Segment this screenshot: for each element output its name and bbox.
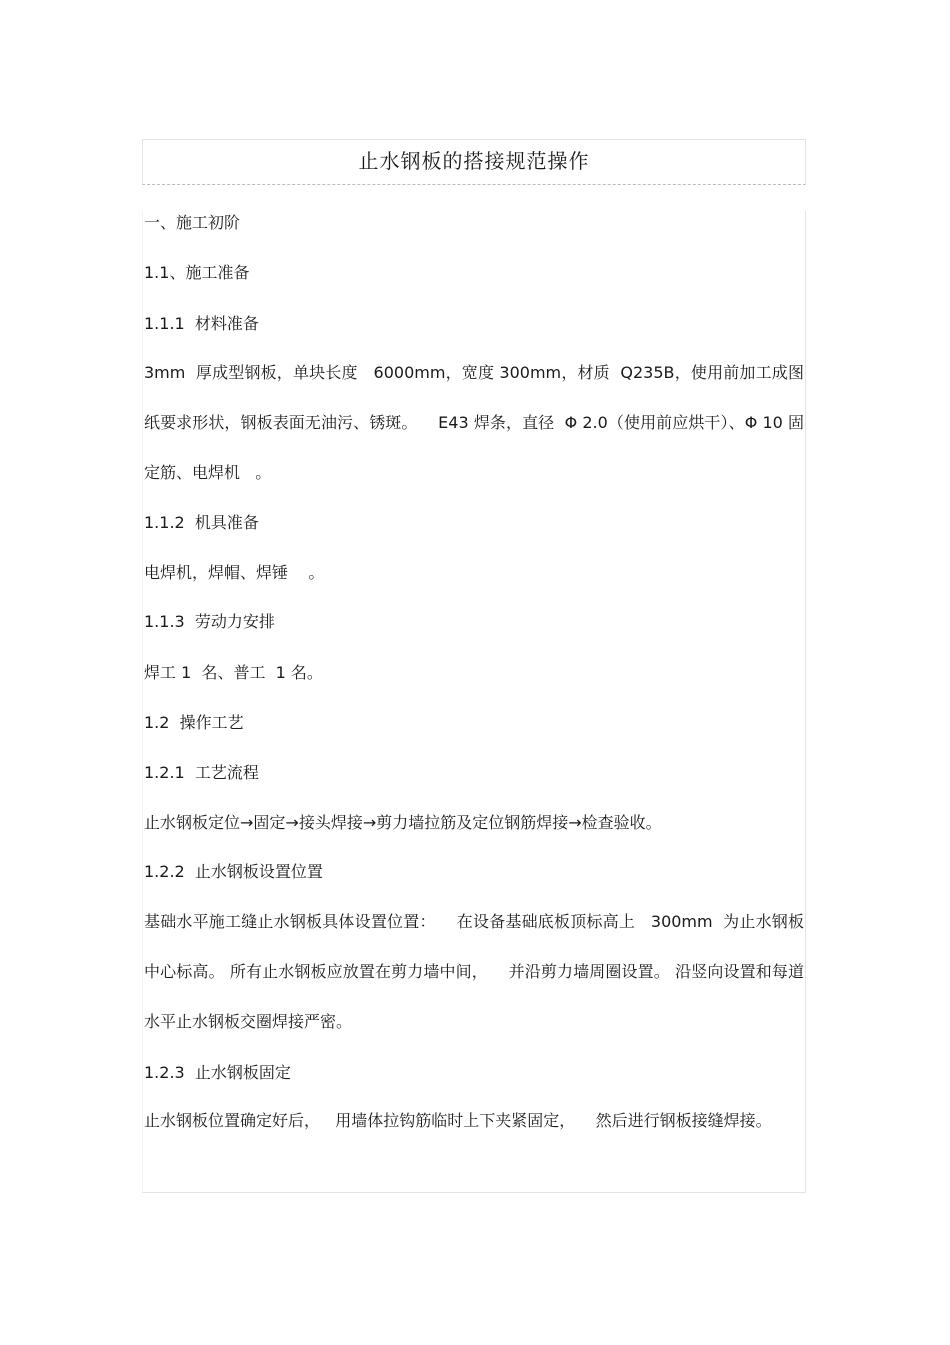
paragraph-labor: 焊工 1 名、普工 1 名。 <box>144 663 323 682</box>
page-title: 止水钢板的搭接规范操作 <box>358 149 590 173</box>
heading-1-1-1: 1.1.1 材料准备 <box>144 314 259 333</box>
heading-1-2-1: 1.2.1 工艺流程 <box>144 763 259 782</box>
heading-1-2-3: 1.2.3 止水钢板固定 <box>144 1063 291 1082</box>
heading-1-1: 1.1、施工准备 <box>144 263 250 282</box>
heading-1-2: 1.2 操作工艺 <box>144 713 244 732</box>
heading-section-1: 一、施工初阶 <box>144 213 241 232</box>
paragraph-position: 基础水平施工缝止水钢板具体设置位置： 在设备基础底板顶标高上 300mm 为止水钢板中心标高。 所有止水钢板应放置在剪力墙中间， 并沿剪力墙周圈设置。 沿竖向设置和每道水平止水钢板交圈焊接严密。 <box>144 912 804 1031</box>
paragraph-fixing: 止水钢板位置确定好后， 用墙体拉钩筋临时上下夹紧固定， 然后进行钢板接缝焊接。 <box>144 1111 772 1130</box>
heading-1-2-2: 1.2.2 止水钢板设置位置 <box>144 862 323 881</box>
title-box <box>142 139 806 185</box>
paragraph-process: 止水钢板定位→固定→接头焊接→剪力墙拉筋及定位钢筋焊接→检查验收。 <box>144 813 662 832</box>
heading-1-1-3: 1.1.3 劳动力安排 <box>144 612 275 631</box>
paragraph-tools: 电焊机，焊帽、焊锤 。 <box>144 563 325 582</box>
paragraph-materials: 3mm 厚成型钢板，单块长度 6000mm，宽度 300mm，材质 Q235B，使用前加工成图纸要求形状，钢板表面无油污、锈斑。 E43 焊条，直径 Φ 2.0（使用前应烘干）、Φ 10 固定筋、电焊机 。 <box>144 363 804 482</box>
heading-1-1-2: 1.1.2 机具准备 <box>144 513 259 532</box>
